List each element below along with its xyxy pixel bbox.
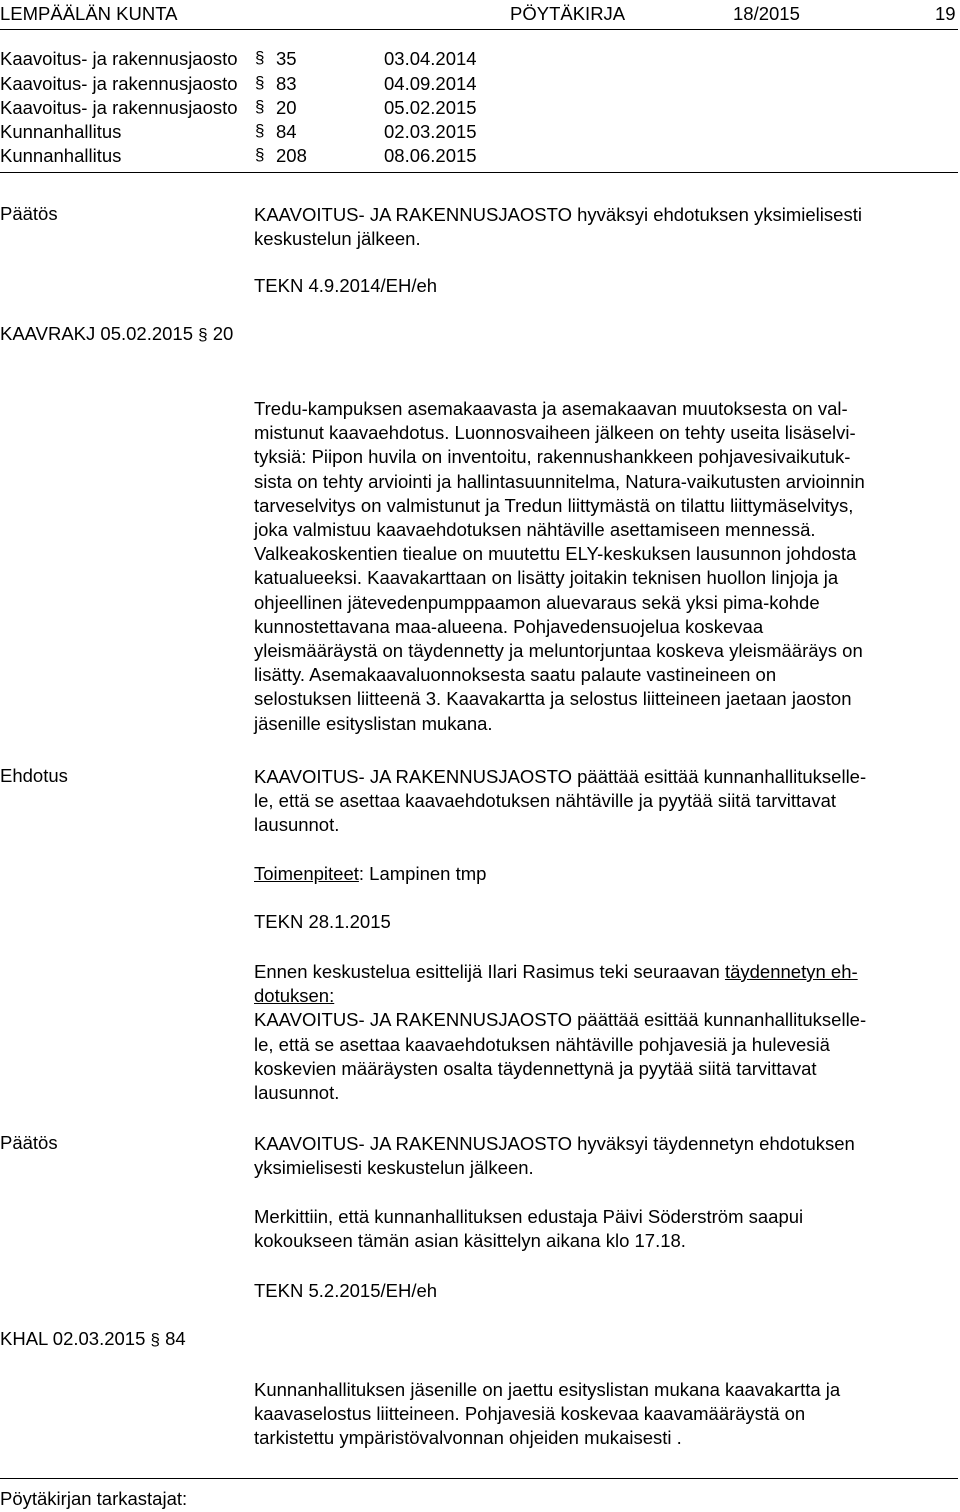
proposal-line: le, että se asettaa kaavaehdotuksen nähtäville ja pyytää siitä tarvittavat bbox=[254, 790, 837, 812]
history-date: 08.06.2015 bbox=[384, 145, 477, 166]
proposal-line: lausunnot. bbox=[254, 814, 340, 836]
amendment-underlined: täydennetyn eh- bbox=[724, 961, 858, 982]
amendment-intro-cont bbox=[254, 984, 954, 1008]
history-row bbox=[0, 97, 960, 121]
meeting-code: KHAL 02.03.2015 bbox=[0, 1328, 146, 1349]
history-date: 03.04.2014 bbox=[384, 48, 477, 69]
description-line: joka valmistuu kaavaehdotuksen nähtäville asettamiseen mennessä. bbox=[254, 519, 816, 541]
amendment-line: lausunnot. bbox=[254, 1082, 340, 1104]
meeting-heading bbox=[0, 1328, 186, 1350]
history-section: 83 bbox=[276, 73, 297, 94]
history-row bbox=[0, 121, 960, 145]
proposal-label: Ehdotus bbox=[0, 765, 68, 786]
description-line: mistunut kaavaehdotus. Luonnosvaiheen jälkeen on tehty useita lisäselvi- bbox=[254, 422, 856, 444]
section-symbol-icon: § bbox=[255, 145, 265, 164]
decision-text bbox=[254, 1132, 954, 1180]
history-date: 04.09.2014 bbox=[384, 73, 477, 94]
history-date: 05.02.2015 bbox=[384, 97, 477, 118]
history-body: Kunnanhallitus bbox=[0, 145, 122, 166]
history-section: 84 bbox=[276, 121, 297, 142]
decision-line: yksimielisesti keskustelun jälkeen. bbox=[254, 1157, 534, 1179]
decision-signature: TEKN 4.9.2014/EH/eh bbox=[254, 275, 438, 296]
measures-label: Toimenpiteet bbox=[254, 863, 359, 884]
header-divider bbox=[0, 29, 958, 30]
document-type: PÖYTÄKIRJA bbox=[510, 3, 626, 24]
amendment-line: le, että se asettaa kaavaehdotuksen nähtäville pohjavesiä ja hulevesiä bbox=[254, 1033, 830, 1055]
proposal-signature: TEKN 28.1.2015 bbox=[254, 911, 391, 932]
section-symbol-icon: § bbox=[255, 97, 265, 116]
decision-label: Päätös bbox=[0, 1132, 58, 1153]
reviewers-label: Pöytäkirjan tarkastajat: bbox=[0, 1488, 188, 1509]
description-line: Tredu-kampuksen asemakaavasta ja asemakaavan muutoksesta on val- bbox=[254, 398, 848, 419]
meeting-section: 84 bbox=[165, 1328, 186, 1349]
amendment-intro: Ennen keskustelua esittelijä Ilari Rasimus teki seuraavan täydennetyn eh- bbox=[254, 961, 858, 982]
history-section: 20 bbox=[276, 97, 297, 118]
history-body: Kaavoitus- ja rakennusjaosto bbox=[0, 73, 238, 94]
description-line: sista on tehty arviointi ja hallintasuunnitelma, Natura-vaikutusten arvioinnin bbox=[254, 470, 865, 492]
decision-label: Päätös bbox=[0, 203, 58, 224]
description-paragraph bbox=[254, 397, 954, 736]
description-line: selostuksen liitteenä 3. Kaavakartta ja selostus liitteineen jaetaan jaoston bbox=[254, 688, 852, 710]
khal-line: kaavaselostus liitteineen. Pohjavesiä koskevaa kaavamääräystä on bbox=[254, 1403, 806, 1425]
note-line: kokoukseen tämän asian käsittelyn aikana klo 17.18. bbox=[254, 1230, 686, 1252]
section-symbol-icon: § bbox=[198, 325, 208, 344]
note-line: Merkittiin, että kunnanhallituksen edustaja Päivi Söderström saapui bbox=[254, 1206, 804, 1227]
description-line: tarveselvitys on valmistunut ja Tredun liittymästä on tilattu liittymäselvitys, bbox=[254, 494, 854, 516]
decision-signature: TEKN 5.2.2015/EH/eh bbox=[254, 1280, 438, 1301]
history-divider bbox=[0, 172, 958, 173]
description-line: kunnostettavana maa-alueena. Pohjavedensuojelua koskevaa bbox=[254, 615, 764, 637]
khal-line: Kunnanhallituksen jäsenille on jaettu esityslistan mukana kaavakartta ja bbox=[254, 1379, 841, 1400]
description-line: Valkeakoskentien tiealue on muutettu ELY-keskuksen lausunnon johdosta bbox=[254, 543, 857, 565]
document-number: 18/2015 bbox=[733, 3, 800, 24]
amendment-text bbox=[254, 960, 954, 1105]
khal-paragraph bbox=[254, 1378, 954, 1451]
description-line: jäsenille esityslistan mukana. bbox=[254, 712, 493, 734]
decision-text: KAAVOITUS- JA RAKENNUSJAOSTO hyväksyi ehdotuksen yksimielisesti keskustelun jälkeen. bbox=[254, 204, 862, 250]
description-line: yleismääräystä on täydennetty ja meluntorjuntaa koskeva yleismääräys on bbox=[254, 640, 863, 662]
description-line: tyksiä: Piipon huvila on inventoitu, rakennushankkeen pohjavesivaikutuk- bbox=[254, 446, 851, 468]
measures-line bbox=[254, 863, 486, 885]
meeting-heading bbox=[0, 323, 233, 345]
history-body: Kaavoitus- ja rakennusjaosto bbox=[0, 97, 238, 118]
page-number: 19 bbox=[935, 3, 956, 24]
section-symbol-icon: § bbox=[255, 73, 265, 92]
decision-note bbox=[254, 1205, 954, 1253]
section-symbol-icon: § bbox=[150, 1330, 160, 1349]
description-line: katualueeksi. Kaavakarttaan on lisätty joitakin teknisen huollon linjoja ja bbox=[254, 567, 839, 589]
description-line: ohjeellinen jätevedenpumppaamon aluevaraus sekä yksi pima-kohde bbox=[254, 591, 820, 613]
amendment-underlined: dotuksen: bbox=[254, 985, 335, 1007]
meeting-section: 20 bbox=[212, 323, 234, 344]
meeting-code: KAAVRAKJ 05.02.2015 bbox=[0, 323, 194, 344]
history-section: 35 bbox=[276, 48, 297, 69]
history-row bbox=[0, 48, 960, 72]
history-body: Kaavoitus- ja rakennusjaosto bbox=[0, 48, 238, 69]
footer-divider bbox=[0, 1478, 958, 1479]
amendment-line: KAAVOITUS- JA RAKENNUSJAOSTO päättää esittää kunnanhallitukselle- bbox=[254, 1009, 867, 1031]
khal-line: tarkistettu ympäristövalvonnan ohjeiden mukaisesti . bbox=[254, 1427, 682, 1449]
history-section: 208 bbox=[276, 145, 307, 166]
proposal-line: KAAVOITUS- JA RAKENNUSJAOSTO päättää esittää kunnanhallitukselle- bbox=[254, 766, 867, 787]
history-row bbox=[0, 145, 960, 169]
measures-value: : Lampinen tmp bbox=[358, 863, 487, 884]
amendment-line: koskevien määräysten osalta täydennettynä ja pyytää siitä tarvittavat bbox=[254, 1057, 817, 1079]
proposal-text bbox=[254, 765, 954, 838]
description-line: lisätty. Asemakaavaluonnoksesta saatu palaute vastineineen on bbox=[254, 664, 777, 686]
history-body: Kunnanhallitus bbox=[0, 121, 122, 142]
section-symbol-icon: § bbox=[255, 48, 265, 67]
decision-line: KAAVOITUS- JA RAKENNUSJAOSTO hyväksyi täydennetyn ehdotuksen bbox=[254, 1133, 855, 1154]
municipality-name: LEMPÄÄLÄN KUNTA bbox=[0, 3, 178, 24]
history-row bbox=[0, 73, 960, 97]
history-date: 02.03.2015 bbox=[384, 121, 477, 142]
section-symbol-icon: § bbox=[255, 121, 265, 140]
